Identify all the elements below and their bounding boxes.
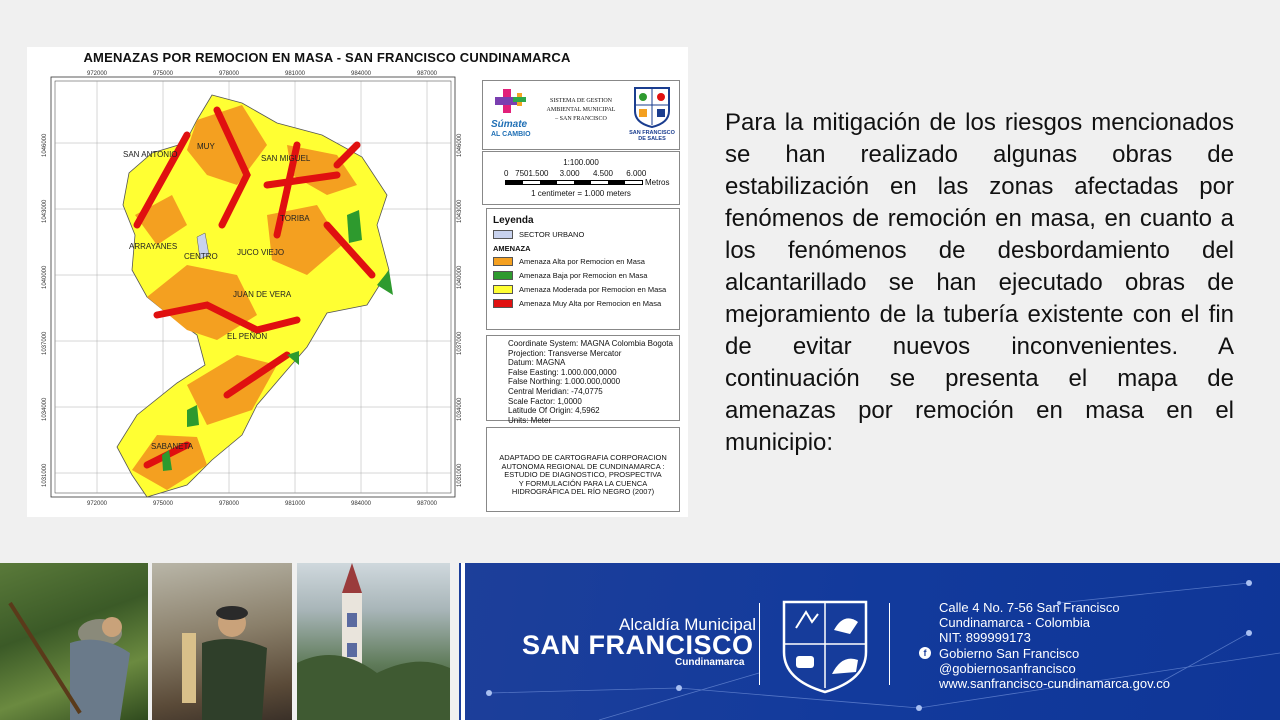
- facebook-icon: f: [919, 647, 931, 659]
- legend-subtitle: AMENAZA: [493, 244, 531, 253]
- map-canvas: [37, 65, 469, 510]
- y-tick: 1034000: [457, 397, 463, 421]
- place-label: JUCO VIEJO: [237, 248, 285, 257]
- x-tick: 972000: [87, 501, 108, 507]
- credit-line: ADAPTADO DE CARTOGRAFIA CORPORACION: [499, 453, 667, 462]
- scale-ticks: 0 7501.500 3.000 4.500 6.000: [504, 169, 647, 178]
- shield-icon: [629, 85, 675, 129]
- contact-nit: NIT: 899999173: [939, 630, 1031, 646]
- contact-location: Cundinamarca - Colombia: [939, 615, 1091, 631]
- x-tick: 987000: [417, 501, 438, 507]
- legend-row-alta: [493, 256, 679, 267]
- place-label: SAN ANTONIO: [123, 150, 178, 159]
- municipal-crest-icon: [780, 598, 870, 694]
- facebook-row[interactable]: [923, 645, 1170, 661]
- facebook-name[interactable]: Gobierno San Francisco: [939, 645, 1080, 661]
- footer: [0, 563, 1280, 720]
- legend-row-moderada: [493, 284, 679, 295]
- sumate-subword: AL CAMBIO: [491, 131, 531, 138]
- sumate-plus-icon: [489, 85, 539, 119]
- x-tick: 981000: [285, 501, 306, 507]
- institution-banner: [459, 563, 1280, 720]
- social-handle[interactable]: @gobiernosanfrancisco: [939, 660, 1076, 676]
- place-label: TORIBA: [280, 214, 310, 223]
- divider-line: [461, 563, 465, 720]
- legend-swatch: [493, 257, 513, 266]
- photo-farmer: [0, 563, 148, 720]
- y-tick: 1043000: [457, 199, 463, 223]
- x-tick: 975000: [153, 71, 174, 77]
- x-tick: 975000: [153, 501, 174, 507]
- credit-line: Y FORMULACIÓN PARA LA CUENCA: [518, 478, 648, 488]
- legend-row-urban: [493, 229, 679, 240]
- scale-bar-row: [483, 167, 679, 189]
- legend-label: Amenaza Muy Alta por Remocion en Masa: [519, 299, 662, 308]
- legend-label: Amenaza Baja por Remocion en Masa: [519, 271, 648, 280]
- coord-line: False Easting: 1.000.000,0000: [508, 367, 617, 377]
- shield-label: SAN FRANCISCO DE SALES: [629, 130, 675, 142]
- place-label: MUY: [197, 142, 215, 151]
- legend-swatch: [493, 299, 513, 308]
- coord-line: Scale Factor: 1,0000: [508, 396, 582, 406]
- legend-label: Amenaza Moderada por Remocion en Masa: [519, 285, 667, 294]
- sga-text: [543, 97, 619, 124]
- sumate-word: Súmate: [491, 119, 528, 130]
- x-tick: 978000: [219, 71, 240, 77]
- place-label: SAN MIGUEL: [261, 154, 311, 163]
- coord-line: Latitude Of Origin: 4,5962: [508, 406, 600, 416]
- divider-line: [759, 603, 760, 685]
- y-tick: 1046000: [457, 133, 463, 157]
- scale-unit: Metros: [645, 178, 670, 187]
- threat-map-figure: [27, 47, 688, 517]
- photo-church: [297, 563, 450, 720]
- body-paragraph: Para la mitigación de los riesgos mencionados se han realizado algunas obras de estabilización en las zonas afectadas por fenómenos de remoción en masa, en cuanto a los fenómenos de desbordamiento del alcantarillado se han ejecutado obras de mejoramiento de la tubería existente con el fin de evitar nuevos inconvenientes. A continuación se presenta el mapa de amenazas por remoción en masa en el municipio:: [725, 109, 1234, 456]
- place-label: JUAN DE VERA: [233, 290, 292, 299]
- brand-line1: Alcaldía Municipal: [619, 615, 757, 634]
- legend-swatch: [493, 285, 513, 294]
- x-tick: 981000: [285, 71, 306, 77]
- place-label: ARRAYANES: [129, 242, 178, 251]
- y-tick: 1040000: [42, 265, 48, 289]
- y-tick: 1043000: [42, 199, 48, 223]
- brand-line3: Cundinamarca: [675, 657, 745, 668]
- x-tick: 984000: [351, 501, 372, 507]
- scale-ratio: 1:100.000: [563, 158, 599, 167]
- scale-note: 1 centimeter = 1.000 meters: [531, 189, 631, 198]
- legend-swatch: [493, 271, 513, 280]
- municipal-shield-small: [629, 85, 675, 147]
- y-tick: 1040000: [457, 265, 463, 289]
- sga-line: – SAN FRANCISCO: [555, 116, 607, 122]
- divider-line: [889, 603, 890, 685]
- brand-line2: SAN FRANCISCO: [522, 630, 754, 660]
- x-tick: 972000: [87, 71, 108, 77]
- y-tick: 1046000: [42, 133, 48, 157]
- scale-bar: [505, 180, 643, 185]
- coord-line: Central Meridian: -74,0775: [508, 386, 603, 396]
- sga-line: AMBIENTAL MUNICIPAL: [546, 107, 616, 113]
- x-tick: 978000: [219, 501, 240, 507]
- legend-swatch: [493, 230, 513, 239]
- contact-address: Calle 4 No. 7-56 San Francisco: [939, 600, 1120, 615]
- legend-row-muy-alta: [493, 298, 679, 309]
- map-title: AMENAZAS POR REMOCION EN MASA - SAN FRANCISCO CUNDINAMARCA: [83, 50, 571, 65]
- credit-line: ESTUDIO DE DIAGNOSTICO, PROSPECTIVA: [504, 470, 662, 480]
- legend-panel: [486, 208, 680, 330]
- photo-worker: [152, 563, 292, 720]
- legend-label: Amenaza Alta por Remocion en Masa: [519, 257, 645, 266]
- sumate-logo: [489, 85, 539, 143]
- sga-line: SISTEMA DE GESTION: [549, 98, 612, 104]
- place-label: SABANETA: [151, 442, 194, 451]
- x-tick: 984000: [351, 71, 372, 77]
- scale-panel: [482, 151, 680, 205]
- place-label: CENTRO: [184, 252, 218, 261]
- y-tick: 1037000: [457, 331, 463, 355]
- logos-panel: [482, 80, 680, 150]
- credit-line: HIDROGRÁFICA DEL RÍO NEGRO (2007): [511, 487, 655, 497]
- legend-row-baja: [493, 270, 679, 281]
- map-svg: [37, 65, 469, 510]
- coord-line: False Northing: 1.000.000,0000: [508, 377, 621, 387]
- coord-line: Coordinate System: MAGNA Colombia Bogota: [508, 339, 673, 348]
- credit-line: AUTONOMA REGIONAL DE CUNDINAMARCA :: [501, 461, 665, 471]
- legend-label: SECTOR URBANO: [519, 230, 585, 239]
- y-tick: 1031000: [457, 463, 463, 487]
- legend-title: Leyenda: [493, 215, 534, 226]
- x-tick: 987000: [417, 71, 438, 77]
- coord-line: Projection: Transverse Mercator: [508, 348, 622, 358]
- coord-line: Units: Meter: [508, 415, 552, 425]
- y-tick: 1031000: [42, 463, 48, 487]
- coord-line: Datum: MAGNA: [508, 358, 566, 368]
- y-tick: 1037000: [42, 331, 48, 355]
- contact-block: [923, 600, 1170, 692]
- place-label: EL PEÑON: [227, 332, 268, 341]
- website-link[interactable]: www.sanfrancisco-cundinamarca.gov.co: [939, 676, 1170, 692]
- y-tick: 1034000: [42, 397, 48, 421]
- coordinate-panel: [486, 335, 680, 425]
- credit-panel: [486, 427, 680, 512]
